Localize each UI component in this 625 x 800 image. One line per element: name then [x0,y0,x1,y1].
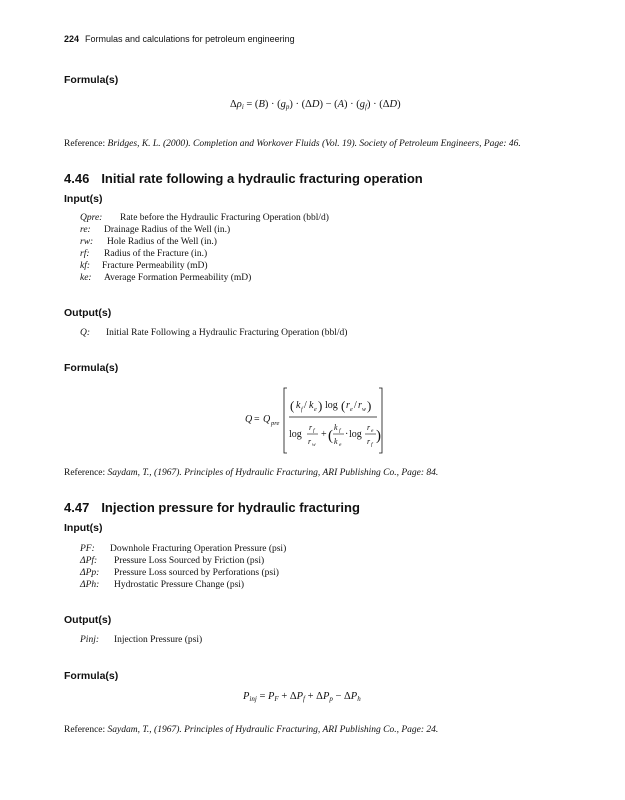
formula-4-47: Pinj = PF + ΔPf + ΔPp − ΔPh [243,691,361,703]
outputs-heading [64,307,111,319]
inputs-label: Input(s) [64,522,103,534]
input-row [80,236,329,248]
section-number: 4.47 [64,500,90,515]
svg-text:r: r [308,437,312,446]
svg-text:w: w [362,407,367,413]
svg-text:=: = [254,414,260,425]
formula-4-46 [245,383,395,457]
outputs-list-4-47 [80,634,202,646]
input-desc: Drainage Radius of the Well (in.) [104,225,231,235]
input-row [80,272,329,284]
input-symbol: Qpre: [80,213,103,223]
formula-label: Formula(s) [64,670,119,682]
section-title: Initial rate following a hydraulic fracturing operation [101,171,423,186]
book-title: Formulas and calculations for petroleum engineering [85,34,295,44]
input-desc: Hydrostatic Pressure Change (psi) [114,580,245,590]
input-row [80,260,329,272]
svg-text:): ) [318,398,323,413]
svg-text:log: log [349,429,362,440]
inputs-list-4-46 [80,212,329,284]
input-desc: Pressure Loss Sourced by Friction (psi) [114,556,265,566]
input-row [80,224,329,236]
input-row [80,248,329,260]
input-row [80,555,286,567]
reference-label: Reference: [64,468,106,478]
input-symbol: rw: [80,237,94,247]
svg-text:r: r [346,400,350,411]
input-symbol: ΔPh: [80,580,100,590]
svg-text:/: / [304,400,307,411]
output-symbol: Q: [80,328,91,338]
input-symbol: rf: [80,249,90,259]
svg-text:+: + [321,429,327,440]
svg-text:f: f [313,428,315,434]
svg-text:r: r [367,423,371,432]
formula-heading-4-46 [64,362,118,374]
svg-text:/: / [354,400,357,411]
reference-label: Reference: [64,725,106,735]
svg-text:(: ( [328,428,333,444]
formula-label: Formula(s) [64,362,119,374]
input-symbol: ΔPf: [80,556,98,566]
input-desc: Fracture Permeability (mD) [102,261,208,271]
input-symbol: re: [80,225,91,235]
svg-text:r: r [367,437,371,446]
inputs-heading [64,193,103,205]
svg-text:(: ( [341,398,346,413]
svg-text:(: ( [290,398,295,413]
svg-text:f: f [339,428,341,434]
output-symbol: Pinj: [80,635,99,645]
svg-text:r: r [358,400,362,411]
prev-formula-heading [64,74,118,86]
svg-text:log: log [289,429,302,440]
svg-text:r: r [309,423,313,432]
input-desc: Average Formation Permeability (mD) [104,273,252,283]
reference-4-47 [64,725,438,735]
input-desc: Downhole Fracturing Operation Pressure (psi) [110,544,287,554]
section-title: Injection pressure for hydraulic fracturing [101,500,360,515]
input-desc: Radius of the Fracture (in.) [104,249,208,259]
svg-text:k: k [296,400,301,411]
input-desc: Pressure Loss sourced by Perforations (psi) [114,568,279,578]
input-symbol: ke: [80,273,92,283]
input-row [80,212,329,224]
section-heading-4-47 [64,500,360,515]
prev-formula: Δρi = (B) · (gp) · (ΔD) − (A) · (gf) · (ΔD) [230,99,401,111]
input-symbol: PF: [80,544,95,554]
svg-text:k: k [334,423,338,432]
output-row [80,634,202,646]
section-heading-4-46 [64,171,423,186]
svg-text:k: k [334,437,338,446]
svg-text:e: e [371,428,374,434]
inputs-heading [64,522,103,534]
input-symbol: ΔPp: [80,568,100,578]
output-row [80,327,347,339]
svg-text:·: · [345,429,349,440]
outputs-list-4-46 [80,327,347,339]
svg-text:w: w [312,442,316,448]
input-desc: Hole Radius of the Well (in.) [107,237,217,247]
formula-label: Formula(s) [64,74,119,86]
input-desc: Rate before the Hydraulic Fracturing Operation (bbl/d) [120,213,329,223]
section-number: 4.46 [64,171,90,186]
input-row [80,567,286,579]
reference-4-46 [64,468,438,478]
svg-text:): ) [367,398,372,413]
svg-text:Q: Q [245,414,253,425]
input-row [80,579,286,591]
svg-text:k: k [309,400,314,411]
reference-label: Reference: [64,139,106,149]
svg-text:Q: Q [263,414,271,425]
svg-text:e: e [314,407,317,413]
outputs-heading [64,614,111,626]
running-header [64,34,295,44]
reference-text: Saydam, T., (1967). Principles of Hydraulic Fracturing, ARI Publishing Co., Page: 84. [107,468,439,478]
output-desc: Initial Rate Following a Hydraulic Fracturing Operation (bbl/d) [106,328,348,338]
formula-heading-4-47 [64,670,118,682]
reference-text: Bridges, K. L. (2000). Completion and Workover Fluids (Vol. 19). Society of Petroleum Engineers, Page: 46. [107,139,521,149]
svg-text:pre: pre [271,420,280,427]
inputs-label: Input(s) [64,193,103,205]
inputs-list-4-47 [80,543,286,591]
svg-text:e: e [339,442,342,448]
input-row [80,543,286,555]
prev-reference [64,139,521,149]
svg-text:f: f [301,407,303,413]
output-desc: Injection Pressure (psi) [114,635,203,645]
svg-text:log: log [325,400,338,411]
reference-text: Saydam, T., (1967). Principles of Hydraulic Fracturing, ARI Publishing Co., Page: 24. [107,725,439,735]
svg-text:e: e [350,407,353,413]
svg-text:f: f [371,442,373,448]
outputs-label: Output(s) [64,614,112,626]
input-symbol: kf: [80,261,91,271]
svg-text:): ) [376,428,381,444]
outputs-label: Output(s) [64,307,112,319]
page-number: 224 [64,34,80,44]
